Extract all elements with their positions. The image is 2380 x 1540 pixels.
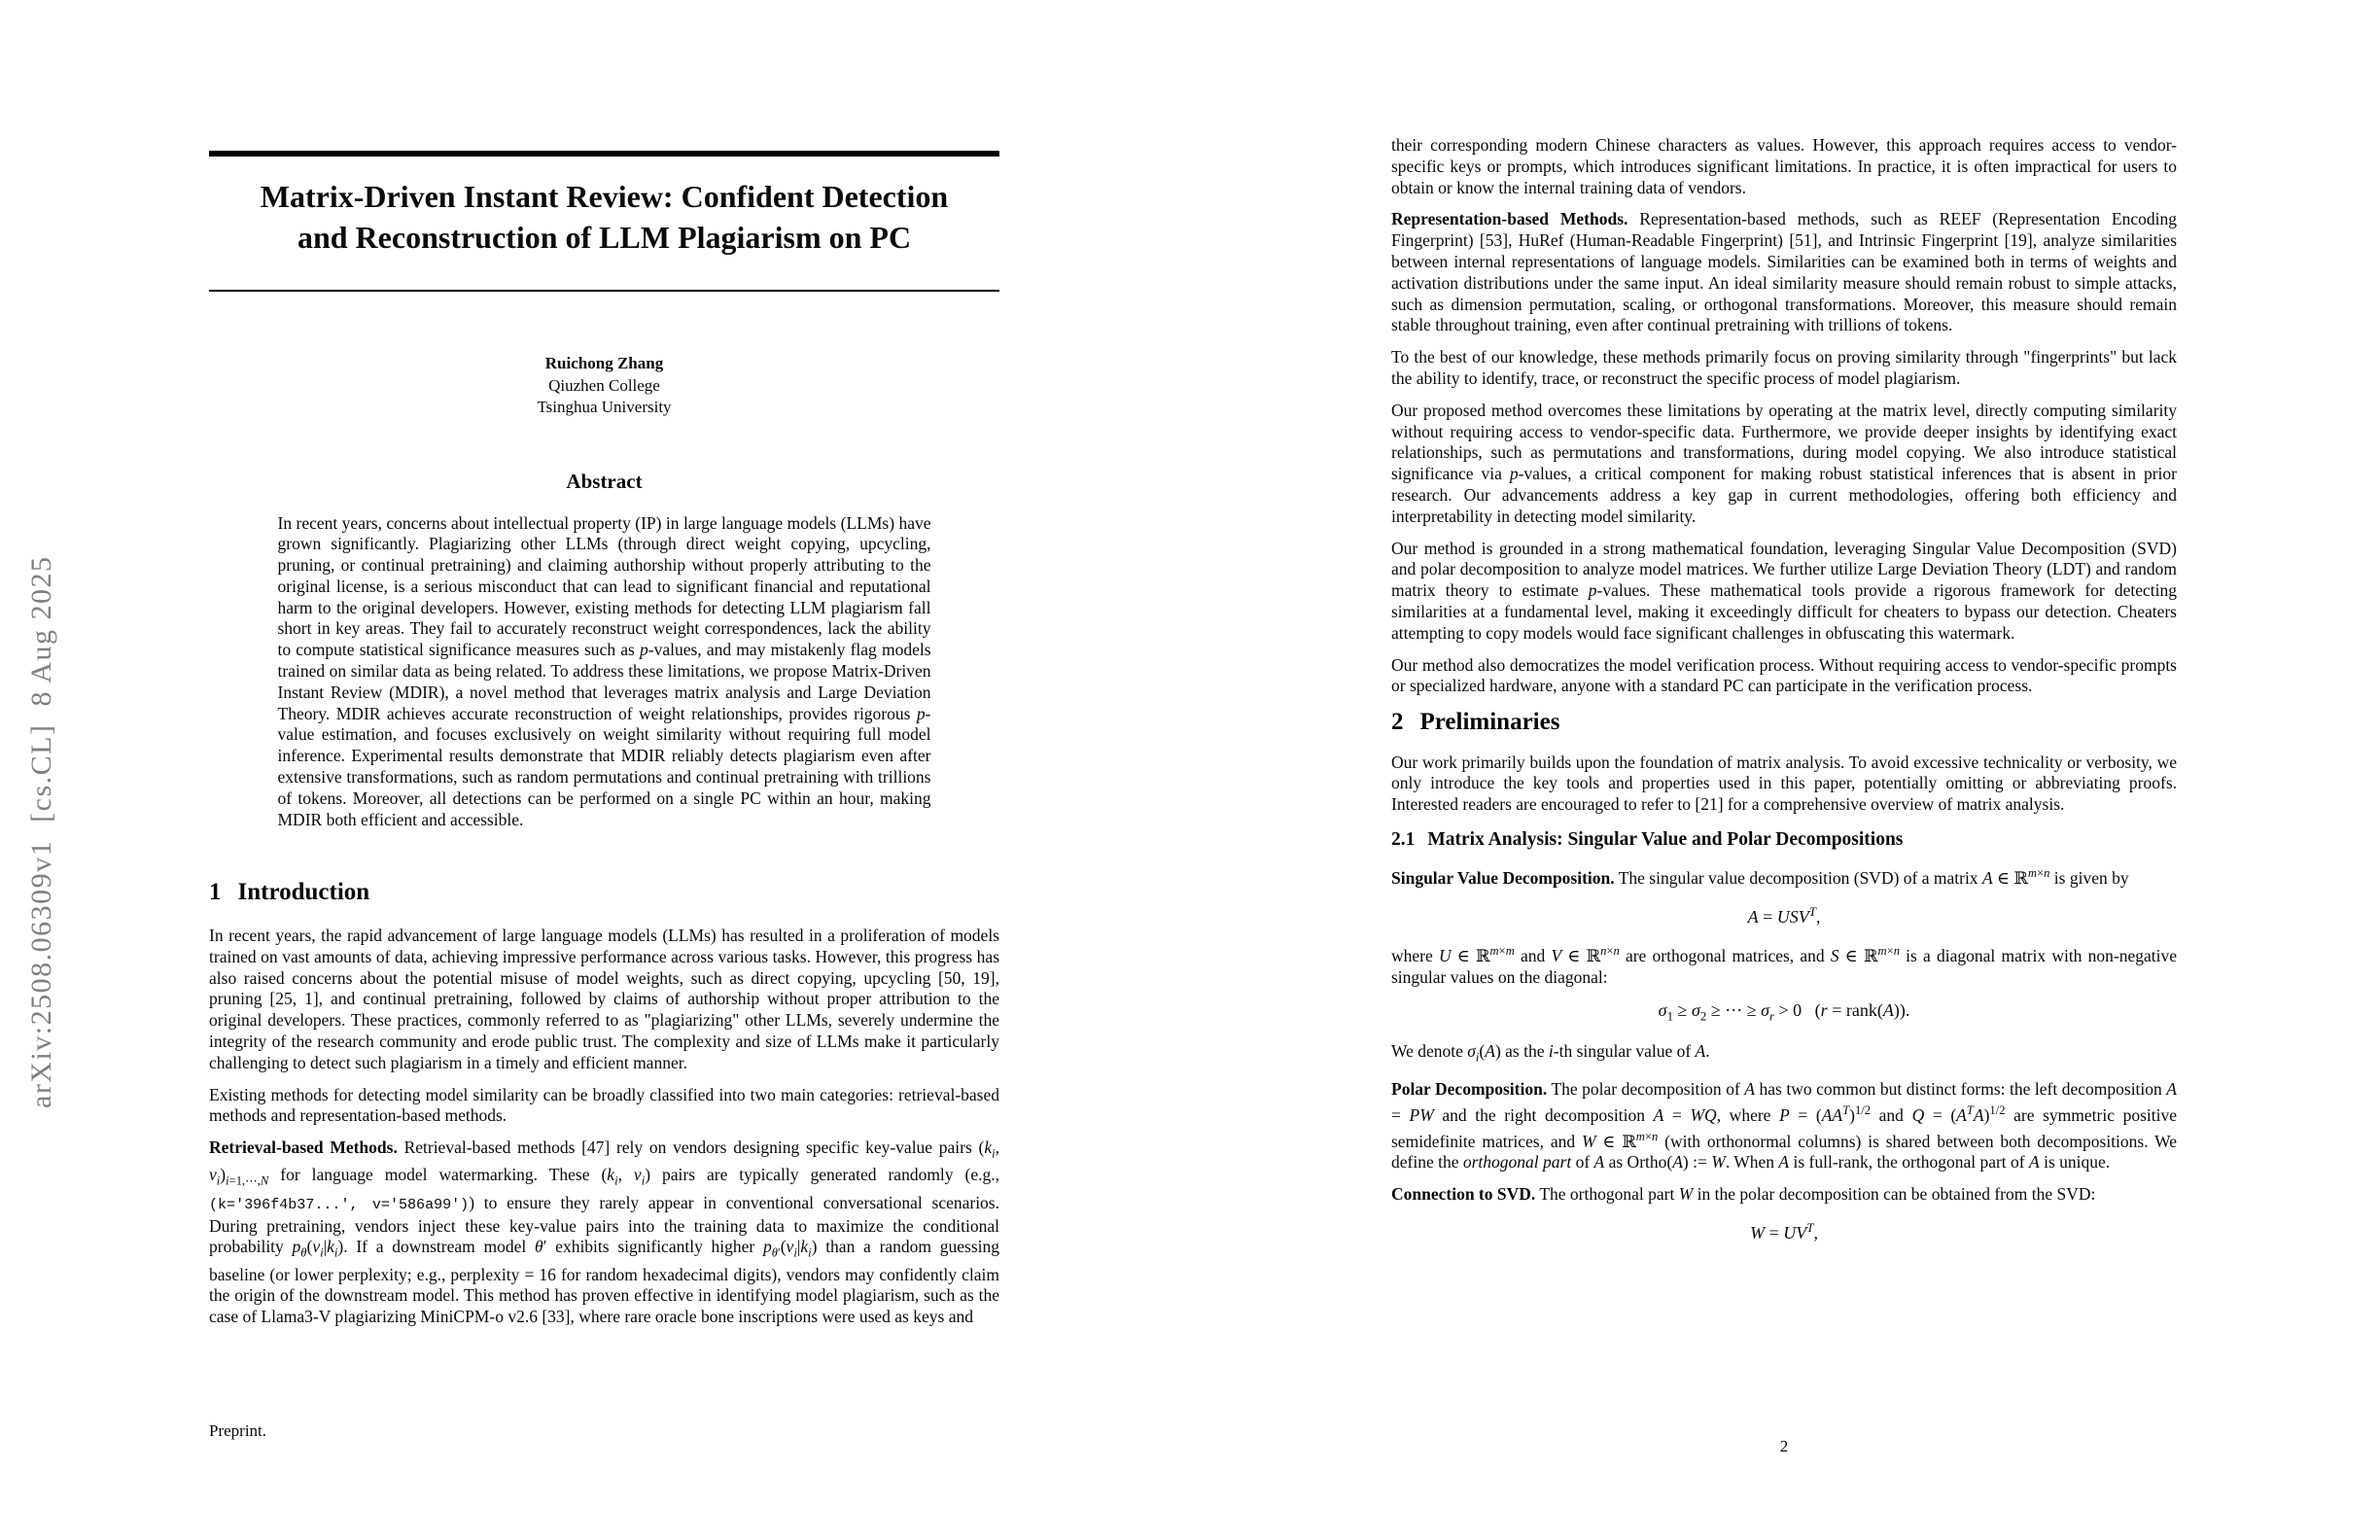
representation-methods-text: Representation-based methods, such as REEF (Representation Encoding Fingerprint) [53], HuRef (Human-Readable Fingerprint) [51], and Intrinsic Fingerprint [19], analyze similarities between internal representations of language models. Similarities can be examined both in terms of weights and activation distributions under the same input. An ideal similarity measure should remain robust to simple attacks, such as dimension permutation, scaling, or orthogonal transformations. Moreover, this measure should remain stable throughout training, even after continual pretraining with trillions of tokens. xyxy=(1391,209,2177,335)
arxiv-watermark: arXiv:2508.06309v1 [cs.CL] 8 Aug 2025 xyxy=(25,555,57,1108)
svd-lead: Singular Value Decomposition. xyxy=(1391,868,1615,889)
svd-denote-paragraph: We denote $\sigma_i(A)$ as the i-th singular value of A. xyxy=(1391,1041,1710,1065)
retrieval-methods-paragraph xyxy=(209,1138,999,1328)
connection-svd-text: The orthogonal part W in the polar decomposition can be obtained from the SVD: xyxy=(1539,1184,2096,1205)
section-2-title: Preliminaries xyxy=(1419,709,1560,736)
preliminaries-paragraph: Our work primarily builds upon the foundation of matrix analysis. To avoid excessive technicality or verbosity, we only introduce the key tools and properties used in this paper, potentially omitting or abbreviating proofs. Interested readers are encouraged to refer to [21] for a comprehensive overview of matrix analysis. xyxy=(1391,752,2177,815)
polar-decomposition-lead: Polar Decomposition. xyxy=(1391,1079,1548,1100)
retrieval-methods-lead: Retrieval-based Methods. xyxy=(209,1138,398,1158)
math-foundation-paragraph: Our method is grounded in a strong mathematical foundation, leveraging Singular Value Decomposition (SVD) and polar decomposition to analyze model matrices. We further utilize Large Deviation Theory (LDT) and random matrix theory to estimate p-values. These mathematical tools provide a rigorous framework for detecting similarities at a fundamental level, making it exceedingly difficult for cheaters to bypass our detection. Cheaters attempting to copy models would face significant challenges in obfuscating this watermark. xyxy=(1391,538,2177,643)
section-2-number: 2 xyxy=(1391,709,1404,736)
abstract-heading: Abstract xyxy=(566,469,643,493)
retrieval-methods-text: Retrieval-based methods [47] rely on vendors designing specific key-value pairs ($k_i$, $v_i)_{i=1,\cdots,N}$ for language model watermarking. These ($k_i$, $v_i$) pairs are typically generated randomly (e.g., (k='396f4b37...', v='586a99')) to ensure they rarely appear in conventional conversational scenarios. During pretraining, vendors inject these key-value pairs into the training data to maximize the conditional probability $p_\theta(v_i|k_i)$. If a downstream model θ′ exhibits significantly higher $p_{\theta'}(v_i|k_i)$ than a random guessing baseline (or lower perplexity; e.g., perplexity = 16 for random hexadecimal digits), vendors may confidently claim the origin of the downstream model. This method has proven effective in identifying model plagiarism, such as the case of Llama3-V plagiarizing MiniCPM-o v2.6 [33], where rare oracle bone inscriptions were used as keys and xyxy=(209,1138,1000,1327)
page-1 xyxy=(209,0,1000,1440)
preprint-footer: Preprint. xyxy=(209,1421,267,1440)
intro-paragraph-1: In recent years, the rapid advancement of large language models (LLMs) has resulted in a proliferation of models trained on vast amounts of data, achieving impressive performance across various tasks. However, this progress has also raised concerns about the potential misuse of model weights, such as direct copying, upcycling [50, 19], pruning [25, 1], and continual pretraining, followed by claims of authorship without proper attribution to the original developers. These practices, commonly referred to as "plagiarizing" other LLMs, severely undermine the integrity of the research community and erode public trust. The complexity and size of LLMs make it particularly challenging to detect such plagiarism in a timely and efficient manner. xyxy=(209,925,999,1072)
subsection-2-1-number: 2.1 xyxy=(1391,829,1416,851)
subsection-2-1-heading xyxy=(1391,829,2177,851)
abstract-text: In recent years, concerns about intellectual property (IP) in large language models (LLMs) have grown significantly. Plagiarizing other LLMs (through direct weight copying, upcycling, pruning, or continual pretraining) and claiming authorship without properly attributing to the original license, is a serious misconduct that can lead to significant financial and reputational harm to the original developers. However, existing methods for detecting LLM plagiarism fall short in key areas. They fail to accurately reconstruct weight correspondences, lack the ability to compute statistical significance measures such as p-values, and may mistakenly flag models trained on similar data as being related. To address these limitations, we propose Matrix-Driven Instant Review (MDIR), a novel method that leverages matrix analysis and Large Deviation Theory. MDIR achieves accurate reconstruction of weight relationships, provides rigorous p-value estimation, and focuses exclusively on weight similarity without requiring full model inference. Experimental results demonstrate that MDIR reliably detects plagiarism even after extensive transformations, such as random permutations and continual pretraining with trillions of tokens. Moreover, all detections can be performed on a single PC within an hour, making MDIR both efficient and accessible. xyxy=(277,512,931,829)
proposed-method-paragraph: Our proposed method overcomes these limitations by operating at the matrix level, directly computing similarity without requiring access to vendor-specific data. Furthermore, we provide deeper insights by identifying exact relationships, such as permutations and transformations, during model copying. We also introduce statistical significance via p-values, a critical component for making robust statistical inferences that is absent in prior research. Our advancements address a key gap in current methodologies, offering both efficiency and interpretability in detecting model similarity. xyxy=(1391,400,2177,526)
section-1-title: Introduction xyxy=(237,879,370,906)
page-2 xyxy=(1391,0,2178,1455)
title-rule-bottom xyxy=(209,290,999,292)
subsection-2-1-title: Matrix Analysis: Singular Value and Polar Decompositions xyxy=(1427,829,1904,851)
continued-paragraph: their corresponding modern Chinese characters as values. However, this approach requires access to vendor-specific keys or prompts, which introduces significant limitations. In practice, it is often impractical for users to obtain or know the internal training data of vendors. xyxy=(1391,135,2177,197)
formula-svd: $A = USV^T$, xyxy=(1747,904,1821,928)
page-number: 2 xyxy=(1779,1437,1789,1455)
representation-methods-lead: Representation-based Methods. xyxy=(1391,209,1628,229)
title-rule-top xyxy=(209,151,999,157)
formula-singular-values: $\sigma_1 \ge \sigma_2$ ≥ ⋯ ≥ $\sigma_r > 0$ (r = rank(A)). xyxy=(1658,1000,1910,1025)
author-name: Ruichong Zhang xyxy=(544,354,664,372)
author-block xyxy=(209,353,999,419)
affiliation-line-2: Tsinghua University xyxy=(537,398,672,416)
connection-svd-lead: Connection to SVD. xyxy=(1391,1184,1536,1205)
svd-intro-text: The singular value decomposition (SVD) of a matrix A ∈ ℝ$^{m\times n}$ is given by xyxy=(1618,866,2129,889)
democratize-paragraph: Our method also democratizes the model verification process. Without requiring access to vendor-specific prompts or specialized hardware, anyone with a standard PC can participate in the verification process. xyxy=(1391,654,2177,696)
paper-title xyxy=(209,176,999,258)
affiliation-line-1: Qiuzhen College xyxy=(548,375,660,395)
paper-title-line-1: Matrix-Driven Instant Review: Confident Detection xyxy=(260,179,949,214)
polar-decomposition-paragraph xyxy=(1391,1079,2177,1173)
fingerprints-paragraph: To the best of our knowledge, these methods primarily focus on proving similarity through "fingerprints" but lack the ability to identify, trace, or reconstruct the specific process of model plagiarism. xyxy=(1391,347,2177,388)
svd-where-paragraph: where U ∈ ℝ$^{m\times m}$ and V ∈ ℝ$^{n\times n}$ are orthogonal matrices, and S ∈ ℝ$^{m\times n}$ is a diagonal matrix with non-negative singular values on the diagonal: xyxy=(1391,944,2177,987)
representation-methods-paragraph xyxy=(1391,209,2177,336)
paper-title-line-2: and Reconstruction of LLM Plagiarism on PC xyxy=(297,220,912,255)
section-1-number: 1 xyxy=(209,879,222,906)
connection-svd-paragraph xyxy=(1391,1184,2177,1206)
section-2-heading xyxy=(1391,709,2177,736)
polar-decomposition-text: The polar decomposition of A has two common but distinct forms: the left decomposition A = PW and the right decomposition A = WQ, where $P = (AA^T)^{1/2}$ and $Q = (A^TA)^{1/2}$ are symmetric positive semidefinite matrices, and W ∈ ℝ$^{m\times n}$ (with orthonormal columns) is shared between both decompositions. We define the orthogonal part of A as Ortho(A) := W. When A is full-rank, the orthogonal part of A is unique. xyxy=(1391,1079,2178,1172)
section-1-heading xyxy=(209,879,999,906)
formula-orthogonal-part: $W = UV^T$, xyxy=(1750,1220,1818,1243)
intro-paragraph-2: Existing methods for detecting model similarity can be broadly classified into two main categories: retrieval-based methods and representation-based methods. xyxy=(209,1084,999,1126)
svd-paragraph xyxy=(1391,863,2177,890)
